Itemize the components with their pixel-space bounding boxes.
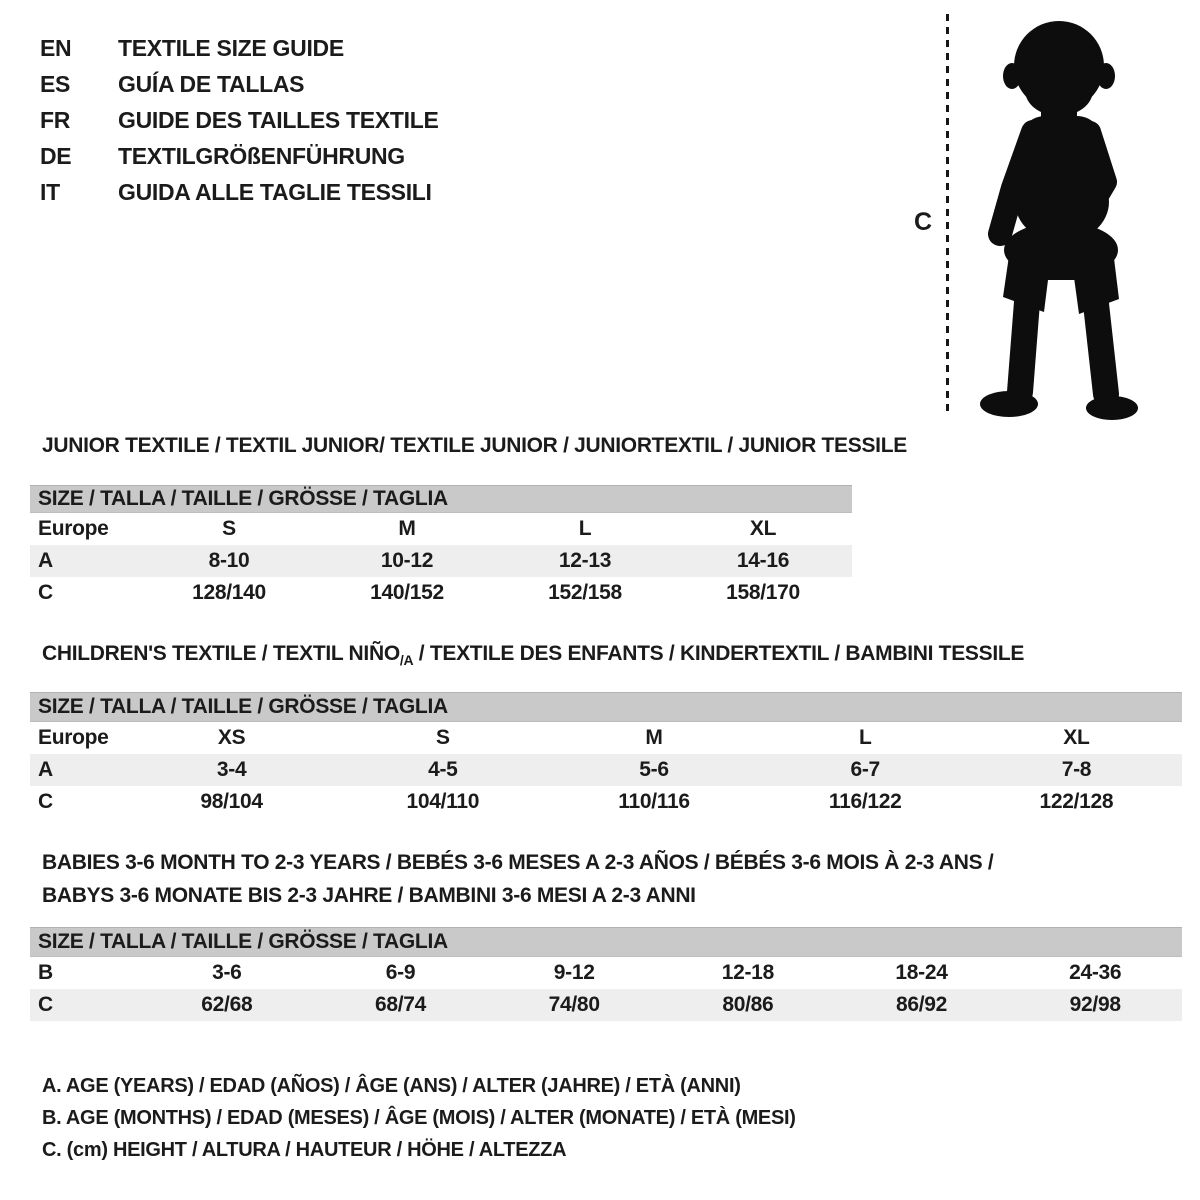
row-label: A [38,758,53,781]
height-cell: 110/116 [618,790,690,813]
language-code: IT [40,179,60,205]
children-title-part1: CHILDREN'S TEXTILE / TEXTIL NIÑO [42,642,400,665]
language-code: FR [40,107,71,133]
junior-size-table [30,485,852,609]
size-header-bar: SIZE / TALLA / TAILLE / GRÖSSE / TAGLIA [30,927,1182,957]
language-title: TEXTILE SIZE GUIDE [118,35,344,61]
children-title-sub: /A [399,652,414,669]
size-cell: XL [749,517,777,540]
height-cell: 104/110 [406,790,480,813]
height-cell: 80/86 [722,993,774,1016]
language-row [40,102,439,138]
row-label: B [38,961,53,984]
age-cell: 7-8 [1061,758,1092,781]
size-header-bar: SIZE / TALLA / TAILLE / GRÖSSE / TAGLIA [30,485,852,513]
language-row [40,138,439,174]
babies-section-title-line1: BABIES 3-6 MONTH TO 2-3 YEARS / BEBÉS 3-6 MESES A 2-3 AÑOS / BÉBÉS 3-6 MOIS À 2-3 ANS / [42,851,994,874]
legend-line-c: C. (cm) HEIGHT / ALTURA / HAUTEUR / HÖHE / ALTEZZA [42,1139,567,1161]
age-cell: 18-24 [895,961,948,984]
height-cell: 122/128 [1039,790,1114,813]
size-header-bar: SIZE / TALLA / TAILLE / GRÖSSE / TAGLIA [30,692,1182,722]
toddler-silhouette-image [966,10,1168,425]
row-label: C [38,993,53,1016]
age-cell: 12-18 [721,961,774,984]
age-cell: 3-4 [216,758,247,781]
height-cell: 158/170 [726,581,800,604]
table-row [30,786,1182,818]
age-cell: 4-5 [428,758,458,781]
height-cell: 116/122 [828,790,902,813]
legend-line-b: B. AGE (MONTHS) / EDAD (MESES) / ÂGE (MOIS) / ALTER (MONATE) / ETÀ (MESI) [42,1107,796,1129]
size-cell: XS [217,726,246,749]
row-label: C [38,790,53,813]
table-row [30,577,852,609]
children-size-table [30,692,1182,818]
table-row [30,722,1182,754]
age-cell: 24-36 [1069,961,1122,984]
height-cell: 140/152 [370,581,444,604]
language-title: TEXTILGRÖßENFÜHRUNG [118,143,405,169]
language-code: ES [40,71,71,97]
age-cell: 6-9 [385,961,416,984]
height-cell: 152/158 [548,581,622,604]
age-cell: 5-6 [639,758,669,781]
height-cell: 98/104 [200,790,263,813]
size-cell: L [578,517,592,540]
age-cell: 12-13 [558,549,612,572]
row-label: Europe [38,517,109,540]
age-cell: 9-12 [553,961,595,984]
language-code: EN [40,35,72,61]
children-section-title [42,642,1024,668]
height-cell: 128/140 [192,581,266,604]
language-row [40,66,439,102]
table-row [30,989,1182,1021]
language-title: GUÍA DE TALLAS [118,71,305,97]
language-title: GUIDE DES TAILLES TEXTILE [118,107,439,133]
legend-line-a: A. AGE (YEARS) / EDAD (AÑOS) / ÂGE (ANS) / ALTER (JAHRE) / ETÀ (ANNI) [42,1075,741,1097]
height-cell: 68/74 [374,993,427,1016]
language-title: GUIDA ALLE TAGLIE TESSILI [118,179,432,205]
language-heading-block [40,30,439,210]
babies-size-table [30,927,1182,1021]
language-row [40,30,439,66]
size-cell: S [222,517,236,540]
age-cell: 10-12 [380,549,434,572]
size-cell: M [645,726,663,749]
height-cell: 92/98 [1069,993,1121,1016]
babies-section-title-line2: BABYS 3-6 MONATE BIS 2-3 JAHRE / BAMBINI 3-6 MESI A 2-3 ANNI [42,884,696,907]
junior-section-title: JUNIOR TEXTILE / TEXTIL JUNIOR/ TEXTILE JUNIOR / JUNIORTEXTIL / JUNIOR TESSILE [42,434,907,457]
age-cell: 8-10 [208,549,250,572]
children-title-part2: / TEXTILE DES ENFANTS / KINDERTEXTIL / BAMBINI TESSILE [413,642,1025,665]
measure-legend [42,1070,796,1166]
size-cell: L [858,726,872,749]
table-row [30,545,852,577]
age-cell: 14-16 [736,549,790,572]
size-cell: XL [1063,726,1090,749]
language-code: DE [40,143,72,169]
height-measure-label: C [914,208,932,236]
age-cell: 3-6 [212,961,242,984]
language-row [40,174,439,210]
height-cell: 86/92 [895,993,948,1016]
height-cell: 74/80 [548,993,600,1016]
row-label: C [38,581,53,604]
table-row [30,957,1182,989]
size-cell: S [435,726,450,749]
height-cell: 62/68 [201,993,253,1016]
height-measure-dashed-line [946,14,949,414]
table-row [30,754,1182,786]
table-row [30,513,852,545]
row-label: Europe [38,726,109,749]
age-cell: 6-7 [850,758,880,781]
row-label: A [38,549,53,572]
size-cell: M [398,517,416,540]
